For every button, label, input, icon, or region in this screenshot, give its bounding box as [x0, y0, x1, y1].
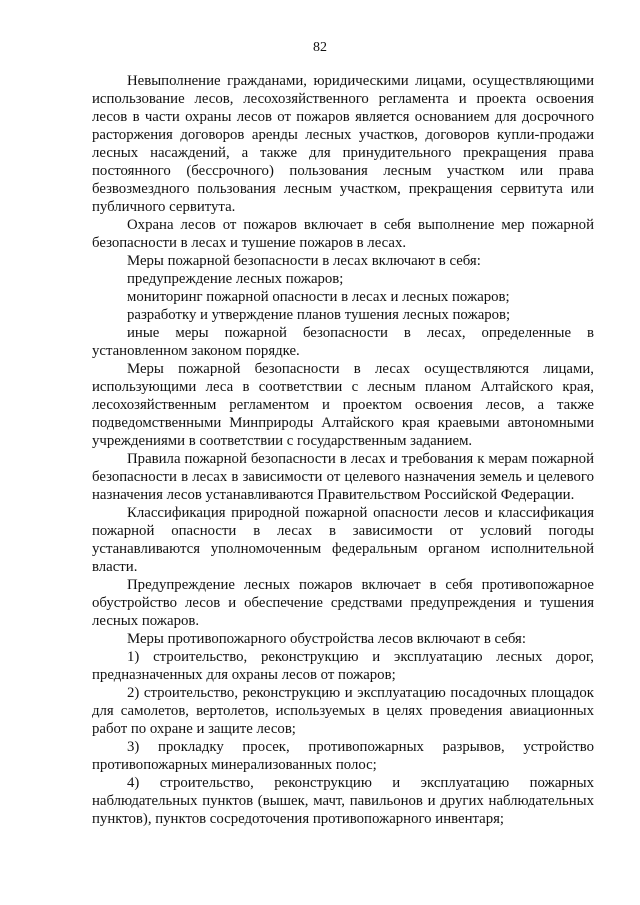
- body-text: [92, 72, 594, 828]
- list-item-landing-sites: 2) строительство, реконструкцию и эксплуатацию посадочных площадок для самолетов, вертолетов, используемых в целях проведения авиационных работ по охране и защите лесов;: [92, 685, 594, 737]
- paragraph-fire-safety-measures-intro: Меры пожарной безопасности в лесах включают в себя:: [127, 253, 481, 269]
- list-item-firebreaks: 3) прокладку просек, противопожарных разрывов, устройство противопожарных минерализованных полос;: [92, 739, 594, 773]
- list-item-fire-prevention: предупреждение лесных пожаров;: [127, 271, 344, 287]
- paragraph-forest-use-violation: Невыполнение гражданами, юридическими лицами, осуществляющими использование лесов, лесохозяйственного регламента и проекта освоения лесов в части охраны лесов от пожаров является основанием для досрочного расторжения договоров аренды лесных участков, договоров купли-продажи лесных насаждений, а также для принудительного прекращения права постоянного (бессрочного) пользования лесным участком или права безвозмездного пользования лесным участком, прекращения сервитута или публичного сервитута.: [92, 73, 594, 215]
- paragraph-measures-implementers: Меры пожарной безопасности в лесах осуществляются лицами, использующими леса в соответствии с лесным планом Алтайского края, лесохозяйственным регламентом и проектом освоения лесов, а также подведомственными Минприроды Алтайского края краевыми автономными учреждениями в соответствии с государственным заданием.: [92, 361, 594, 449]
- paragraph-fire-safety-rules: Правила пожарной безопасности в лесах и требования к мерам пожарной безопасности в лесах в зависимости от целевого назначения земель и целевого назначения лесов устанавливаются Правительством Российской Федерации.: [92, 451, 594, 503]
- paragraph-fire-prevention-definition: Предупреждение лесных пожаров включает в себя противопожарное обустройство лесов и обеспечение средствами предупреждения и тушения лесных пожаров.: [92, 577, 594, 629]
- paragraph-fire-protection-definition: Охрана лесов от пожаров включает в себя выполнение мер пожарной безопасности в лесах и тушение пожаров в лесах.: [92, 217, 594, 251]
- paragraph-arrangement-measures-intro: Меры противопожарного обустройства лесов включают в себя:: [127, 631, 526, 647]
- page-number: 82: [313, 40, 327, 55]
- list-item-fire-monitoring: мониторинг пожарной опасности в лесах и лесных пожаров;: [127, 289, 510, 305]
- paragraph-fire-danger-classification: Классификация природной пожарной опасности лесов и классификация пожарной опасности в лесах в зависимости от условий погоды устанавливаются уполномоченным федеральным органом исполнительной власти.: [92, 505, 594, 575]
- list-item-extinguishing-plans: разработку и утверждение планов тушения лесных пожаров;: [127, 307, 511, 323]
- list-item-forest-roads: 1) строительство, реконструкцию и эксплуатацию лесных дорог, предназначенных для охраны лесов от пожаров;: [92, 649, 594, 683]
- list-item-observation-points: 4) строительство, реконструкцию и эксплуатацию пожарных наблюдательных пунктов (вышек, мачт, павильонов и других наблюдательных пунктов), пунктов сосредоточения противопожарного инвентаря;: [92, 775, 594, 827]
- list-item-other-measures: иные меры пожарной безопасности в лесах, определенные в установленном законом порядке.: [92, 325, 594, 359]
